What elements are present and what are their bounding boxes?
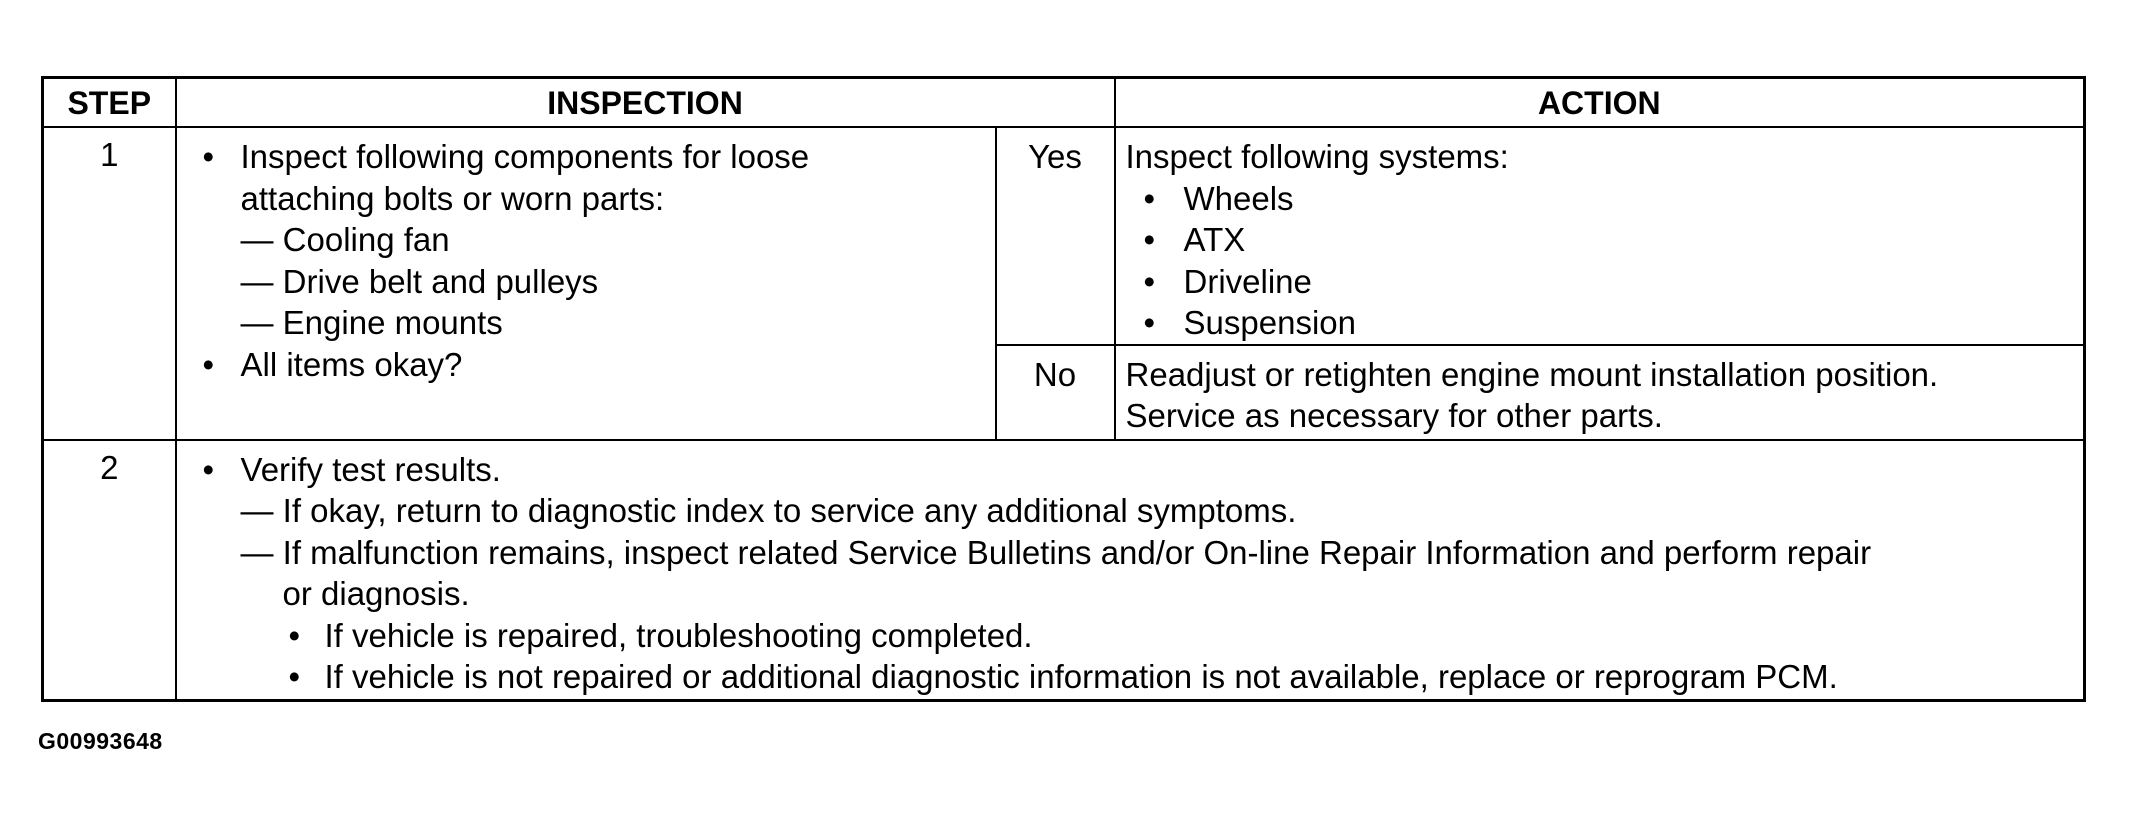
step-1-component-2: — Drive belt and pulleys [240, 262, 599, 300]
step-2-inspection [176, 440, 2085, 701]
step-2-number: 2 [43, 440, 176, 701]
step-1-no-action-line2: Service as necessary for other parts. [1125, 397, 1663, 434]
action-header: ACTION [1115, 78, 2085, 128]
step-1-no-action-line1: Readjust or retighten engine mount installation position. [1125, 355, 1939, 393]
step-1-no-label: No [996, 345, 1115, 440]
step-2-sub1: • If vehicle is repaired, troubleshooting completed. [199, 615, 2076, 657]
figure-id: G00993648 [38, 728, 163, 754]
step-2-sub2: • If vehicle is not repaired or additional diagnostic information is not available, replace or reprogram PCM. [199, 656, 2076, 698]
step-2-row [43, 440, 2085, 701]
step-header: STEP [43, 78, 176, 128]
step-1-yes-label: Yes [996, 127, 1115, 345]
step-1-inspection-line2: attaching bolts or worn parts: [240, 179, 665, 217]
step-2-line2: — If okay, return to diagnostic index to service any additional symptoms. [240, 492, 1297, 529]
inspection-header: INSPECTION [176, 78, 1115, 128]
step-1-yes-action [1115, 127, 2085, 345]
step-1-yes-row [43, 127, 2085, 345]
step-2-line4: or diagnosis. [282, 575, 470, 612]
step-1-component-1: — Cooling fan [240, 221, 450, 258]
step-2-line1: • Verify test results. [199, 449, 2076, 491]
step-1-component-3: — Engine mounts [240, 304, 503, 341]
step-1-yes-action-item-2: • ATX [1126, 219, 2076, 261]
step-1-yes-action-item-1: • Wheels [1126, 178, 2076, 220]
step-1-yes-action-item-3: • Driveline [1126, 261, 2076, 303]
step-1-no-action [1115, 345, 2085, 440]
step-1-question: • All items okay? [199, 344, 987, 386]
step-1-inspection [176, 127, 996, 440]
diagnostic-table [41, 76, 2086, 702]
step-2-line3: — If malfunction remains, inspect related Service Bulletins and/or On-line Repair Information and perform repair [240, 533, 1872, 571]
step-1-yes-action-intro: Inspect following systems: [1125, 138, 1509, 175]
step-1-inspection-line1: • Inspect following components for loose [199, 136, 987, 178]
header-row [43, 78, 2085, 128]
step-1-yes-action-item-4: • Suspension [1126, 302, 2076, 344]
step-1-number: 1 [43, 127, 176, 440]
